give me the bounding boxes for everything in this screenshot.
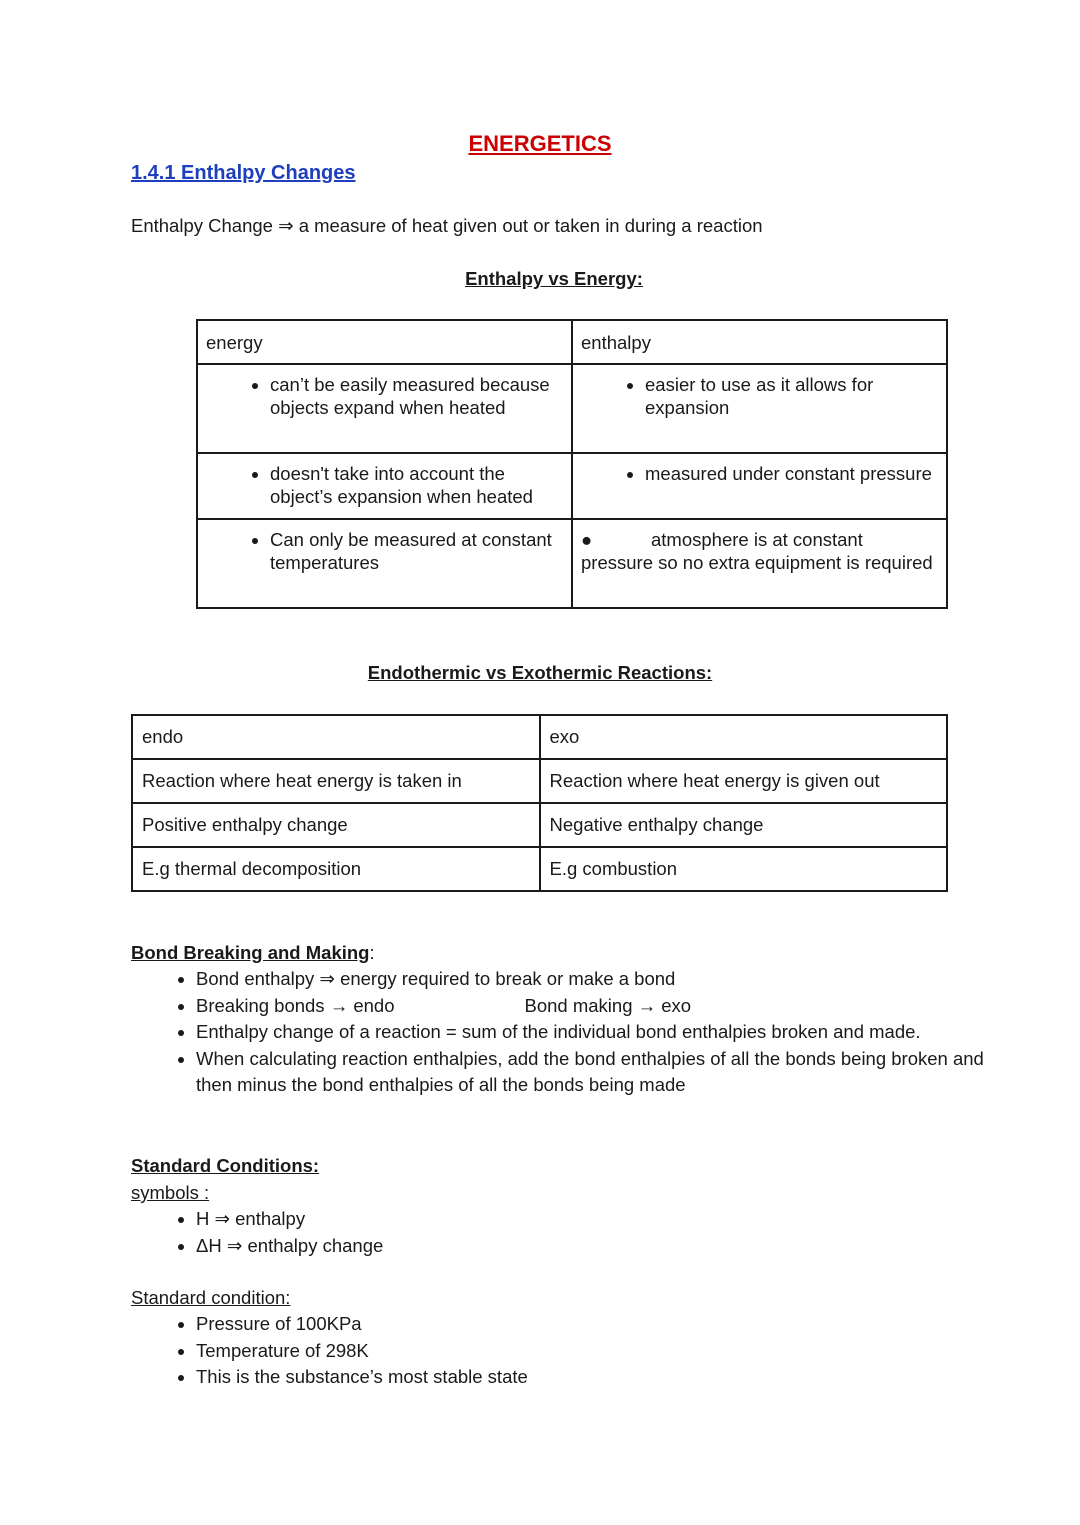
header-enthalpy: enthalpy <box>572 320 947 364</box>
table-row <box>197 453 947 519</box>
table-row <box>132 847 947 891</box>
list-item: • This is the substance’s most stable state <box>196 1364 1016 1391</box>
table-cell: Reaction where heat energy is given out <box>540 759 948 803</box>
conditions-list <box>131 1311 1016 1391</box>
enthalpy-vs-energy-table <box>196 319 948 609</box>
bond-heading-line <box>131 940 375 966</box>
heading-colon: : <box>369 942 375 963</box>
breaking-bonds-text: Breaking bonds → endo <box>196 994 395 1016</box>
bullet-icon: ● <box>581 529 593 550</box>
list-item: • Enthalpy change of a reaction = sum of the individual bond enthalpies broken and made. <box>196 1019 1016 1046</box>
table-row <box>197 364 947 453</box>
enthalpy-definition: Enthalpy Change ⇒ a measure of heat given out or taken in during a reaction <box>131 215 763 236</box>
endo-vs-exo-table <box>131 714 948 892</box>
table-cell <box>572 453 947 519</box>
list-item: • Can only be measured at constant temperatures <box>270 528 563 574</box>
table-cell <box>197 453 572 519</box>
table-cell <box>197 364 572 453</box>
list-item: atmosphere is at constant pressure so no extra equipment is required <box>581 529 933 573</box>
standard-condition-label: Standard condition: <box>131 1287 291 1308</box>
bond-list <box>131 966 1016 1099</box>
table-cell: Reaction where heat energy is taken in <box>132 759 540 803</box>
list-item: • doesn't take into account the object’s expansion when heated <box>270 462 563 508</box>
bond-breaking-heading: Bond Breaking and Making <box>131 942 370 963</box>
table-cell <box>572 364 947 453</box>
table-row <box>132 759 947 803</box>
section-heading[interactable]: 1.4.1 Enthalpy Changes <box>131 162 356 184</box>
table-cell <box>197 519 572 608</box>
list-item: • H ⇒ enthalpy <box>196 1206 1016 1233</box>
table-row <box>132 803 947 847</box>
header-energy: energy <box>197 320 572 364</box>
table-cell: E.g thermal decomposition <box>132 847 540 891</box>
standard-conditions-heading: Standard Conditions: <box>131 1155 320 1176</box>
bond-making-text: Bond making → exo <box>524 994 692 1016</box>
table-cell <box>572 519 947 608</box>
list-item <box>196 993 1016 1020</box>
list-item: • ΔH ⇒ enthalpy change <box>196 1233 1016 1260</box>
list-item: • can’t be easily measured because objects expand when heated <box>270 373 563 419</box>
header-endo: endo <box>132 715 540 759</box>
list-item: • Bond enthalpy ⇒ energy required to break or make a bond <box>196 966 1016 993</box>
table-row <box>197 519 947 608</box>
header-exo: exo <box>540 715 948 759</box>
list-item: • Pressure of 100KPa <box>196 1311 1016 1338</box>
symbols-label: symbols : <box>131 1182 210 1203</box>
list-item: • easier to use as it allows for expansion <box>645 373 938 419</box>
table-cell: Negative enthalpy change <box>540 803 948 847</box>
symbols-list <box>131 1206 1016 1259</box>
enthalpy-vs-energy-heading: Enthalpy vs Energy: <box>465 268 643 289</box>
list-item: • When calculating reaction enthalpies, add the bond enthalpies of all the bonds being broken and then minus the bond enthalpies of all the bonds being made <box>196 1046 1016 1099</box>
page-title: ENERGETICS <box>468 131 612 156</box>
list-item: • measured under constant pressure <box>645 462 938 485</box>
table-header-row <box>197 320 947 364</box>
list-item: • Temperature of 298K <box>196 1338 1016 1365</box>
table-cell: Positive enthalpy change <box>132 803 540 847</box>
table-header-row <box>132 715 947 759</box>
endo-vs-exo-heading: Endothermic vs Exothermic Reactions: <box>367 662 713 683</box>
table-cell: E.g combustion <box>540 847 948 891</box>
